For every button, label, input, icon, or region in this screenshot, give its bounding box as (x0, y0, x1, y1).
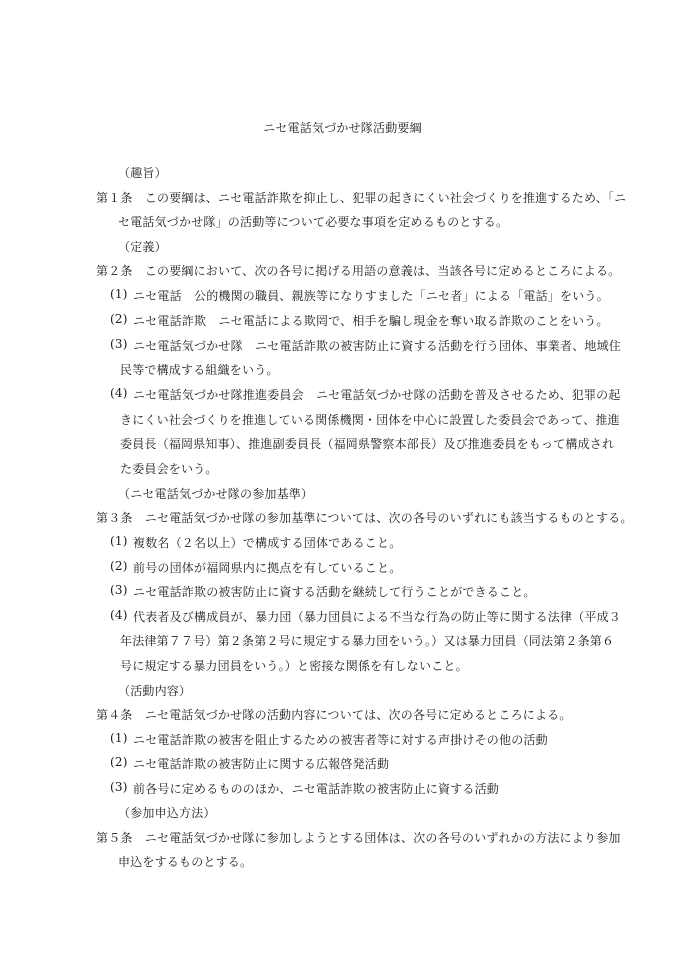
article-3-item-2-text: 前号の団体が福岡県内に拠点を有していること。 (133, 561, 402, 575)
article-2-item-3-text-1: ニセ電話気づかせ隊 ニセ電話詐欺の被害防止に資する活動を行う団体、事業者、地域住 (133, 339, 622, 353)
article-4-heading: （活動内容） (118, 684, 192, 698)
article-4-item-1-number: (1) (110, 731, 128, 745)
article-3-item-4-text-3: 号に規定する暴力団員をいう。）と密接な関係を有しないこと。 (120, 659, 468, 673)
article-5-line-1: 第５条 ニセ電話気づかせ隊に参加しようとする団体は、次の各号のいずれかの方法により参加 (96, 831, 621, 845)
article-2-heading: （定義） (118, 240, 167, 254)
article-4-item-1-text: ニセ電話詐欺の被害を阻止するための被害者等に対する声掛けその他の活動 (133, 733, 548, 747)
article-3-item-2-number: (2) (110, 559, 128, 573)
article-3-item-3-text: ニセ電話詐欺の被害防止に資する活動を継続して行うことができること。 (133, 585, 536, 599)
document-title: ニセ電話気づかせ隊活動要綱 (263, 121, 422, 135)
article-2-item-1-number: (1) (110, 287, 128, 301)
article-3-item-4-number: (4) (110, 608, 128, 622)
article-3-heading: （ニセ電話気づかせ隊の参加基準） (118, 487, 314, 501)
article-4-item-3-number: (3) (110, 780, 128, 794)
article-3-item-4-text-2: 年法律第７７号）第２条第２号に規定する暴力団をいう。）又は暴力団員（同法第２条第６ (120, 634, 615, 648)
article-2-item-2-number: (2) (110, 312, 128, 326)
article-1-line-1: 第１条 この要綱は、ニセ電話詐欺を抑止し、犯罪の起きにくい社会づくりを推進するため、「ニ (96, 191, 627, 205)
article-3-item-4-text-1: 代表者及び構成員が、暴力団（暴力団員による不当な行為の防止等に関する法律（平成３ (133, 610, 622, 624)
article-4-item-3-text: 前各号に定めるもののほか、ニセ電話詐欺の被害防止に資する活動 (133, 782, 500, 796)
article-2-item-3-number: (3) (110, 337, 128, 351)
article-2-item-4-text-1: ニセ電話気づかせ隊推進委員会 ニセ電話気づかせ隊の活動を普及させるため、犯罪の起 (133, 388, 621, 402)
article-2-item-2-text: ニセ電話詐欺 ニセ電話による欺罔で、相手を騙し現金を奪い取る詐欺のことをいう。 (133, 314, 609, 328)
article-3-line-1: 第３条 ニセ電話気づかせ隊の参加基準については、次の各号のいずれにも該当するものとする。 (96, 511, 633, 525)
article-5-line-2: 申込をするものとする。 (118, 855, 253, 869)
article-1-line-2: セ電話気づかせ隊」の活動等について必要な事項を定めるものとする。 (118, 215, 509, 229)
article-1-heading: （趣旨） (118, 166, 167, 180)
article-3-item-1-number: (1) (110, 534, 128, 548)
article-4-line-1: 第４条 ニセ電話気づかせ隊の活動内容については、次の各号に定めるところによる。 (96, 708, 572, 722)
article-2-item-4-text-4: た委員会をいう。 (120, 462, 218, 476)
article-2-item-4-text-2: きにくい社会づくりを推進している関係機関・団体を中心に設置した委員会であって、推進 (120, 413, 620, 427)
article-2-item-1-text: ニセ電話 公的機関の職員、親族等になりすました「ニセ者」による「電話」をいう。 (133, 289, 609, 303)
article-3-item-3-number: (3) (110, 583, 128, 597)
article-2-item-4-number: (4) (110, 386, 128, 400)
article-4-item-2-text: ニセ電話詐欺の被害防止に関する広報啓発活動 (133, 757, 390, 771)
article-4-item-2-number: (2) (110, 755, 128, 769)
article-3-item-1-text: 複数名（２名以上）で構成する団体であること。 (133, 536, 402, 550)
article-2-item-4-text-3: 委員長（福岡県知事）、推進副委員長（福岡県警察本部長）及び推進委員をもって構成され (120, 437, 615, 451)
article-2-item-3-text-2: 民等で構成する組織をいう。 (120, 363, 279, 377)
article-5-heading: （参加申込方法） (118, 806, 216, 820)
article-2-line-1: 第２条 この要綱において、次の各号に掲げる用語の意義は、当該各号に定めるところによる。 (96, 264, 621, 278)
